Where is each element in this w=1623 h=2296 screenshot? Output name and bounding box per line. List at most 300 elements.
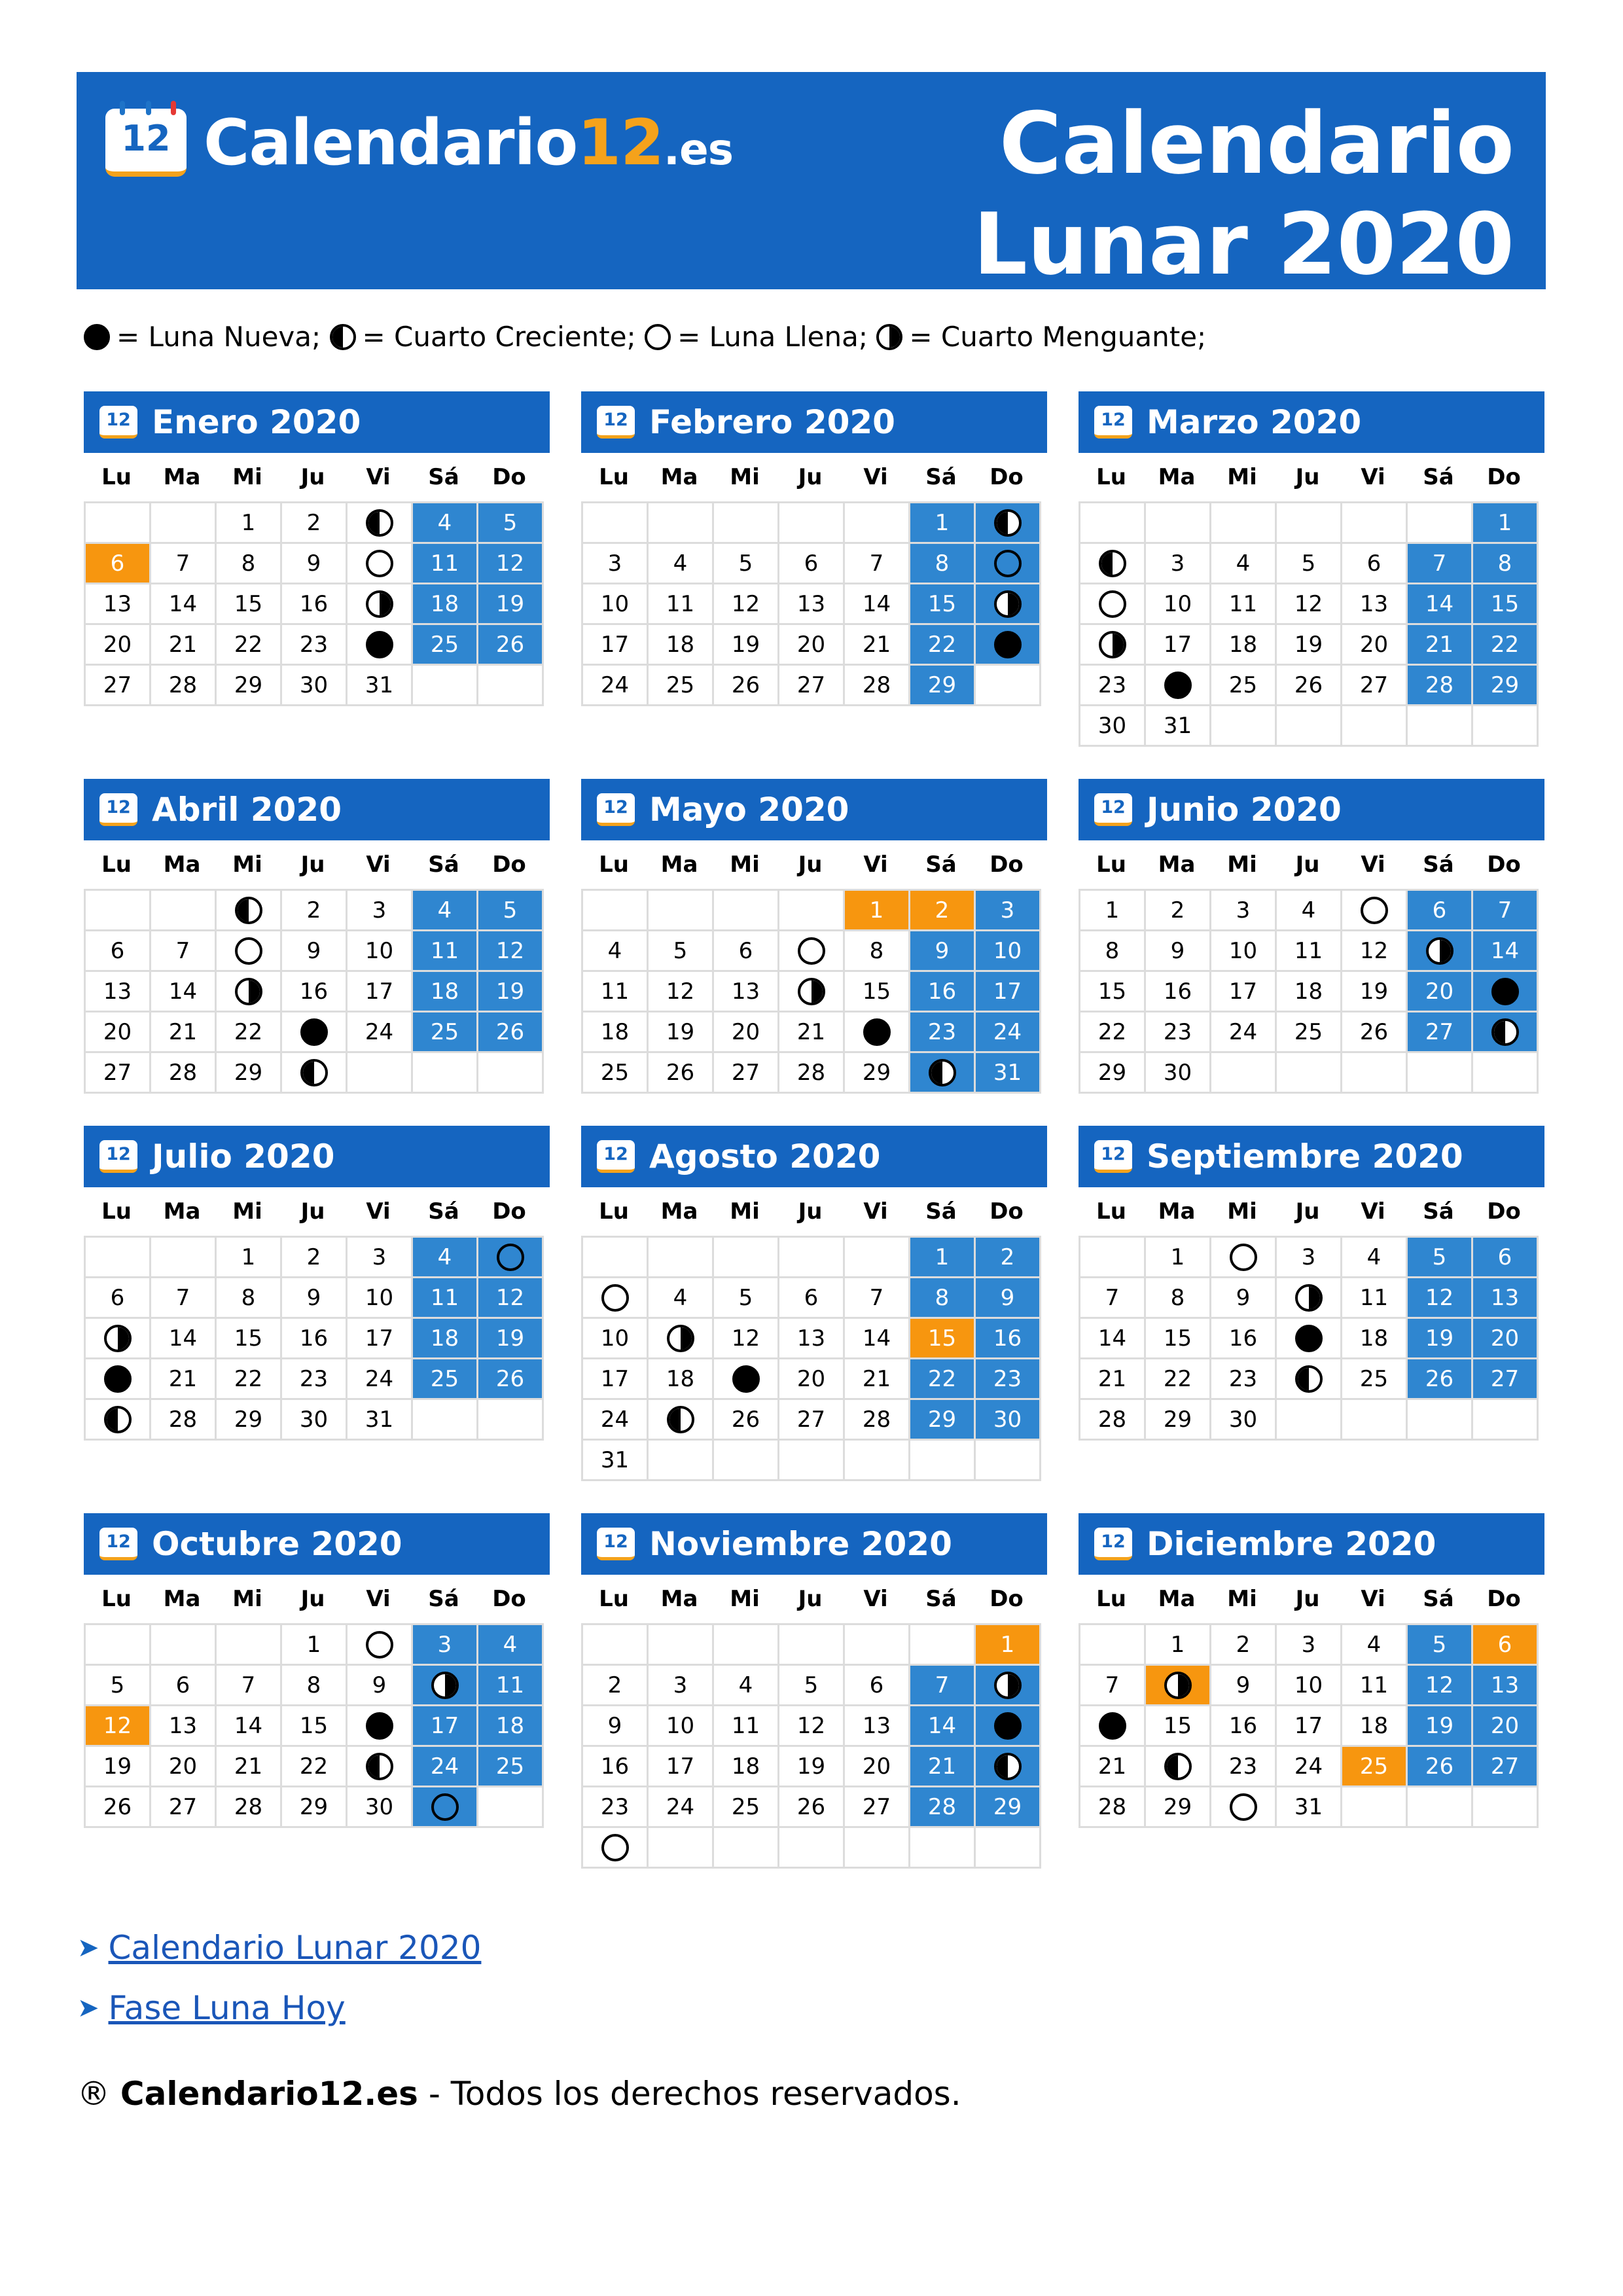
day-cell[interactable] <box>845 931 910 972</box>
day-cell[interactable] <box>86 931 151 972</box>
day-cell[interactable] <box>151 1787 217 1828</box>
day-cell[interactable] <box>1408 1319 1473 1359</box>
day-cell[interactable] <box>845 1278 910 1319</box>
day-cell[interactable] <box>413 544 478 584</box>
day-cell[interactable] <box>151 1706 217 1747</box>
day-cell[interactable] <box>1408 1625 1473 1666</box>
day-cell[interactable] <box>976 1747 1041 1787</box>
day-cell[interactable] <box>217 1400 282 1441</box>
day-cell[interactable] <box>282 1400 348 1441</box>
day-cell[interactable] <box>976 972 1041 1013</box>
day-cell[interactable] <box>1146 1053 1211 1094</box>
day-cell[interactable] <box>151 1013 217 1053</box>
day-cell[interactable] <box>1342 1359 1408 1400</box>
day-cell[interactable] <box>151 666 217 706</box>
day-cell[interactable] <box>976 503 1041 544</box>
day-cell[interactable] <box>845 1359 910 1400</box>
day-cell[interactable] <box>779 1666 845 1706</box>
day-cell[interactable] <box>348 1013 413 1053</box>
day-cell[interactable] <box>1473 625 1539 666</box>
day-cell[interactable] <box>1146 1666 1211 1706</box>
day-cell[interactable] <box>151 1278 217 1319</box>
day-cell[interactable] <box>845 1787 910 1828</box>
day-cell[interactable] <box>282 1747 348 1787</box>
day-cell[interactable] <box>86 1053 151 1094</box>
day-cell[interactable] <box>151 1359 217 1400</box>
day-cell[interactable] <box>1211 625 1277 666</box>
day-cell[interactable] <box>1080 1278 1146 1319</box>
day-cell[interactable] <box>1473 1319 1539 1359</box>
day-cell[interactable] <box>348 584 413 625</box>
day-cell[interactable] <box>910 1706 976 1747</box>
day-cell[interactable] <box>1342 1666 1408 1706</box>
day-cell[interactable] <box>1408 891 1473 931</box>
day-cell[interactable] <box>976 1359 1041 1400</box>
day-cell[interactable] <box>1473 544 1539 584</box>
day-cell[interactable] <box>1473 503 1539 544</box>
day-cell[interactable] <box>1277 1013 1342 1053</box>
day-cell[interactable] <box>779 1278 845 1319</box>
day-cell[interactable] <box>478 1747 544 1787</box>
day-cell[interactable] <box>151 1747 217 1787</box>
day-cell[interactable] <box>910 625 976 666</box>
day-cell[interactable] <box>217 1053 282 1094</box>
day-cell[interactable] <box>348 1238 413 1278</box>
day-cell[interactable] <box>714 1278 779 1319</box>
day-cell[interactable] <box>1080 1400 1146 1441</box>
day-cell[interactable] <box>779 1747 845 1787</box>
day-cell[interactable] <box>478 1013 544 1053</box>
day-cell[interactable] <box>1408 931 1473 972</box>
day-cell[interactable] <box>779 1013 845 1053</box>
day-cell[interactable] <box>649 1666 714 1706</box>
day-cell[interactable] <box>348 931 413 972</box>
day-cell[interactable] <box>1211 972 1277 1013</box>
day-cell[interactable] <box>1211 1278 1277 1319</box>
day-cell[interactable] <box>282 584 348 625</box>
day-cell[interactable] <box>282 666 348 706</box>
day-cell[interactable] <box>583 1278 649 1319</box>
day-cell[interactable] <box>1342 1013 1408 1053</box>
day-cell[interactable] <box>714 1359 779 1400</box>
day-cell[interactable] <box>910 1278 976 1319</box>
day-cell[interactable] <box>583 1706 649 1747</box>
day-cell[interactable] <box>348 1787 413 1828</box>
day-cell[interactable] <box>1408 666 1473 706</box>
day-cell[interactable] <box>1277 544 1342 584</box>
day-cell[interactable] <box>217 1359 282 1400</box>
day-cell[interactable] <box>1146 1238 1211 1278</box>
day-cell[interactable] <box>217 1013 282 1053</box>
day-cell[interactable] <box>1342 584 1408 625</box>
day-cell[interactable] <box>151 1319 217 1359</box>
day-cell[interactable] <box>649 972 714 1013</box>
day-cell[interactable] <box>1146 584 1211 625</box>
day-cell[interactable] <box>151 1666 217 1706</box>
day-cell[interactable] <box>1277 891 1342 931</box>
day-cell[interactable] <box>1408 1359 1473 1400</box>
day-cell[interactable] <box>1277 1666 1342 1706</box>
day-cell[interactable] <box>478 972 544 1013</box>
day-cell[interactable] <box>1342 1747 1408 1787</box>
day-cell[interactable] <box>583 1666 649 1706</box>
day-cell[interactable] <box>976 1706 1041 1747</box>
day-cell[interactable] <box>845 544 910 584</box>
fase-luna-hoy-link[interactable]: Fase Luna Hoy <box>108 1989 346 2027</box>
day-cell[interactable] <box>282 1319 348 1359</box>
day-cell[interactable] <box>413 931 478 972</box>
day-cell[interactable] <box>583 1013 649 1053</box>
day-cell[interactable] <box>1342 1278 1408 1319</box>
day-cell[interactable] <box>910 1053 976 1094</box>
day-cell[interactable] <box>413 1666 478 1706</box>
day-cell[interactable] <box>1408 1013 1473 1053</box>
day-cell[interactable] <box>1080 931 1146 972</box>
day-cell[interactable] <box>1342 891 1408 931</box>
day-cell[interactable] <box>845 1400 910 1441</box>
day-cell[interactable] <box>1146 666 1211 706</box>
day-cell[interactable] <box>1211 1666 1277 1706</box>
day-cell[interactable] <box>583 1828 649 1869</box>
day-cell[interactable] <box>413 1625 478 1666</box>
day-cell[interactable] <box>478 891 544 931</box>
day-cell[interactable] <box>1408 544 1473 584</box>
day-cell[interactable] <box>1342 972 1408 1013</box>
day-cell[interactable] <box>217 1319 282 1359</box>
day-cell[interactable] <box>649 1013 714 1053</box>
day-cell[interactable] <box>348 1400 413 1441</box>
day-cell[interactable] <box>1408 972 1473 1013</box>
day-cell[interactable] <box>413 891 478 931</box>
day-cell[interactable] <box>478 503 544 544</box>
day-cell[interactable] <box>649 1319 714 1359</box>
day-cell[interactable] <box>282 1706 348 1747</box>
day-cell[interactable] <box>217 503 282 544</box>
day-cell[interactable] <box>1080 584 1146 625</box>
day-cell[interactable] <box>413 584 478 625</box>
day-cell[interactable] <box>413 972 478 1013</box>
day-cell[interactable] <box>282 1359 348 1400</box>
day-cell[interactable] <box>217 931 282 972</box>
day-cell[interactable] <box>1277 1319 1342 1359</box>
day-cell[interactable] <box>86 1666 151 1706</box>
day-cell[interactable] <box>478 1359 544 1400</box>
day-cell[interactable] <box>714 625 779 666</box>
day-cell[interactable] <box>649 1747 714 1787</box>
day-cell[interactable] <box>976 1053 1041 1094</box>
day-cell[interactable] <box>478 1278 544 1319</box>
day-cell[interactable] <box>976 931 1041 972</box>
day-cell[interactable] <box>1146 1319 1211 1359</box>
day-cell[interactable] <box>1080 666 1146 706</box>
day-cell[interactable] <box>1146 1747 1211 1787</box>
day-cell[interactable] <box>1277 1706 1342 1747</box>
day-cell[interactable] <box>649 544 714 584</box>
day-cell[interactable] <box>1080 544 1146 584</box>
day-cell[interactable] <box>413 1319 478 1359</box>
day-cell[interactable] <box>779 625 845 666</box>
day-cell[interactable] <box>1146 1400 1211 1441</box>
day-cell[interactable] <box>1473 1706 1539 1747</box>
day-cell[interactable] <box>1342 1319 1408 1359</box>
day-cell[interactable] <box>151 1400 217 1441</box>
day-cell[interactable] <box>845 1053 910 1094</box>
day-cell[interactable] <box>1277 1747 1342 1787</box>
day-cell[interactable] <box>976 1278 1041 1319</box>
day-cell[interactable] <box>86 1013 151 1053</box>
day-cell[interactable] <box>649 666 714 706</box>
day-cell[interactable] <box>282 544 348 584</box>
day-cell[interactable] <box>478 625 544 666</box>
day-cell[interactable] <box>1080 972 1146 1013</box>
day-cell[interactable] <box>1342 1625 1408 1666</box>
day-cell[interactable] <box>151 584 217 625</box>
day-cell[interactable] <box>649 1278 714 1319</box>
day-cell[interactable] <box>583 666 649 706</box>
day-cell[interactable] <box>1408 1666 1473 1706</box>
day-cell[interactable] <box>217 625 282 666</box>
day-cell[interactable] <box>282 625 348 666</box>
day-cell[interactable] <box>714 1013 779 1053</box>
day-cell[interactable] <box>1211 1238 1277 1278</box>
day-cell[interactable] <box>845 1747 910 1787</box>
day-cell[interactable] <box>845 972 910 1013</box>
day-cell[interactable] <box>1277 1238 1342 1278</box>
day-cell[interactable] <box>1080 1747 1146 1787</box>
day-cell[interactable] <box>1277 666 1342 706</box>
day-cell[interactable] <box>1408 1747 1473 1787</box>
day-cell[interactable] <box>714 544 779 584</box>
day-cell[interactable] <box>413 1238 478 1278</box>
day-cell[interactable] <box>649 584 714 625</box>
day-cell[interactable] <box>1146 1787 1211 1828</box>
day-cell[interactable] <box>910 1359 976 1400</box>
day-cell[interactable] <box>1473 1747 1539 1787</box>
day-cell[interactable] <box>714 931 779 972</box>
day-cell[interactable] <box>845 625 910 666</box>
day-cell[interactable] <box>1473 891 1539 931</box>
day-cell[interactable] <box>845 1319 910 1359</box>
day-cell[interactable] <box>217 544 282 584</box>
day-cell[interactable] <box>779 931 845 972</box>
day-cell[interactable] <box>478 1319 544 1359</box>
day-cell[interactable] <box>217 1666 282 1706</box>
day-cell[interactable] <box>86 584 151 625</box>
day-cell[interactable] <box>86 544 151 584</box>
day-cell[interactable] <box>1146 891 1211 931</box>
day-cell[interactable] <box>348 1359 413 1400</box>
day-cell[interactable] <box>348 625 413 666</box>
day-cell[interactable] <box>217 972 282 1013</box>
day-cell[interactable] <box>1342 931 1408 972</box>
day-cell[interactable] <box>151 931 217 972</box>
day-cell[interactable] <box>779 584 845 625</box>
day-cell[interactable] <box>1277 625 1342 666</box>
day-cell[interactable] <box>583 931 649 972</box>
day-cell[interactable] <box>714 584 779 625</box>
day-cell[interactable] <box>217 1706 282 1747</box>
day-cell[interactable] <box>282 1013 348 1053</box>
day-cell[interactable] <box>1277 1787 1342 1828</box>
day-cell[interactable] <box>1342 544 1408 584</box>
day-cell[interactable] <box>649 625 714 666</box>
day-cell[interactable] <box>348 1625 413 1666</box>
day-cell[interactable] <box>583 1400 649 1441</box>
day-cell[interactable] <box>1211 931 1277 972</box>
day-cell[interactable] <box>1211 1787 1277 1828</box>
day-cell[interactable] <box>1473 1278 1539 1319</box>
day-cell[interactable] <box>910 1319 976 1359</box>
day-cell[interactable] <box>910 972 976 1013</box>
day-cell[interactable] <box>217 1747 282 1787</box>
day-cell[interactable] <box>413 503 478 544</box>
day-cell[interactable] <box>1277 931 1342 972</box>
day-cell[interactable] <box>1211 666 1277 706</box>
day-cell[interactable] <box>1211 1319 1277 1359</box>
site-logo[interactable] <box>105 106 733 179</box>
day-cell[interactable] <box>976 544 1041 584</box>
day-cell[interactable] <box>910 891 976 931</box>
day-cell[interactable] <box>86 1278 151 1319</box>
day-cell[interactable] <box>1080 1787 1146 1828</box>
day-cell[interactable] <box>583 584 649 625</box>
day-cell[interactable] <box>1146 1706 1211 1747</box>
day-cell[interactable] <box>976 1319 1041 1359</box>
day-cell[interactable] <box>910 1013 976 1053</box>
day-cell[interactable] <box>282 503 348 544</box>
day-cell[interactable] <box>217 1238 282 1278</box>
day-cell[interactable] <box>1211 544 1277 584</box>
day-cell[interactable] <box>1146 931 1211 972</box>
day-cell[interactable] <box>348 1747 413 1787</box>
day-cell[interactable] <box>1473 972 1539 1013</box>
day-cell[interactable] <box>649 1400 714 1441</box>
day-cell[interactable] <box>1473 1666 1539 1706</box>
day-cell[interactable] <box>1146 544 1211 584</box>
day-cell[interactable] <box>583 1787 649 1828</box>
day-cell[interactable] <box>714 972 779 1013</box>
day-cell[interactable] <box>1080 1706 1146 1747</box>
day-cell[interactable] <box>976 1400 1041 1441</box>
day-cell[interactable] <box>1080 891 1146 931</box>
day-cell[interactable] <box>478 1706 544 1747</box>
day-cell[interactable] <box>779 1787 845 1828</box>
day-cell[interactable] <box>282 972 348 1013</box>
day-cell[interactable] <box>779 1359 845 1400</box>
day-cell[interactable] <box>976 1625 1041 1666</box>
day-cell[interactable] <box>976 584 1041 625</box>
day-cell[interactable] <box>714 1666 779 1706</box>
day-cell[interactable] <box>217 1787 282 1828</box>
day-cell[interactable] <box>86 1400 151 1441</box>
day-cell[interactable] <box>1342 625 1408 666</box>
day-cell[interactable] <box>478 931 544 972</box>
day-cell[interactable] <box>583 1359 649 1400</box>
day-cell[interactable] <box>910 503 976 544</box>
day-cell[interactable] <box>348 891 413 931</box>
day-cell[interactable] <box>976 625 1041 666</box>
day-cell[interactable] <box>478 544 544 584</box>
day-cell[interactable] <box>1473 1238 1539 1278</box>
day-cell[interactable] <box>1473 931 1539 972</box>
day-cell[interactable] <box>1277 1278 1342 1319</box>
day-cell[interactable] <box>1277 584 1342 625</box>
day-cell[interactable] <box>86 625 151 666</box>
day-cell[interactable] <box>1408 625 1473 666</box>
day-cell[interactable] <box>1277 1359 1342 1400</box>
day-cell[interactable] <box>151 544 217 584</box>
day-cell[interactable] <box>86 972 151 1013</box>
day-cell[interactable] <box>583 544 649 584</box>
day-cell[interactable] <box>845 1706 910 1747</box>
day-cell[interactable] <box>478 1625 544 1666</box>
day-cell[interactable] <box>583 972 649 1013</box>
day-cell[interactable] <box>649 1053 714 1094</box>
day-cell[interactable] <box>845 1666 910 1706</box>
day-cell[interactable] <box>779 1053 845 1094</box>
day-cell[interactable] <box>1146 1625 1211 1666</box>
day-cell[interactable] <box>282 1666 348 1706</box>
day-cell[interactable] <box>86 1747 151 1787</box>
day-cell[interactable] <box>413 1787 478 1828</box>
day-cell[interactable] <box>282 1238 348 1278</box>
day-cell[interactable] <box>845 1013 910 1053</box>
day-cell[interactable] <box>282 931 348 972</box>
day-cell[interactable] <box>1080 1319 1146 1359</box>
day-cell[interactable] <box>714 1400 779 1441</box>
day-cell[interactable] <box>478 1666 544 1706</box>
day-cell[interactable] <box>779 666 845 706</box>
day-cell[interactable] <box>1146 1278 1211 1319</box>
day-cell[interactable] <box>1277 972 1342 1013</box>
day-cell[interactable] <box>1473 1625 1539 1666</box>
day-cell[interactable] <box>1211 1625 1277 1666</box>
day-cell[interactable] <box>976 891 1041 931</box>
day-cell[interactable] <box>779 1706 845 1747</box>
day-cell[interactable] <box>910 1400 976 1441</box>
day-cell[interactable] <box>910 584 976 625</box>
day-cell[interactable] <box>910 931 976 972</box>
day-cell[interactable] <box>478 1238 544 1278</box>
day-cell[interactable] <box>1211 891 1277 931</box>
day-cell[interactable] <box>714 1053 779 1094</box>
day-cell[interactable] <box>649 931 714 972</box>
day-cell[interactable] <box>1342 1706 1408 1747</box>
day-cell[interactable] <box>1211 1013 1277 1053</box>
day-cell[interactable] <box>976 1238 1041 1278</box>
day-cell[interactable] <box>845 666 910 706</box>
day-cell[interactable] <box>1080 625 1146 666</box>
day-cell[interactable] <box>1342 1238 1408 1278</box>
day-cell[interactable] <box>583 1441 649 1481</box>
day-cell[interactable] <box>282 1787 348 1828</box>
day-cell[interactable] <box>583 625 649 666</box>
day-cell[interactable] <box>1408 1706 1473 1747</box>
day-cell[interactable] <box>282 1278 348 1319</box>
day-cell[interactable] <box>1408 584 1473 625</box>
day-cell[interactable] <box>1146 1013 1211 1053</box>
day-cell[interactable] <box>779 1400 845 1441</box>
day-cell[interactable] <box>86 1319 151 1359</box>
day-cell[interactable] <box>910 1787 976 1828</box>
day-cell[interactable] <box>1146 625 1211 666</box>
day-cell[interactable] <box>714 1747 779 1787</box>
day-cell[interactable] <box>910 1238 976 1278</box>
day-cell[interactable] <box>1277 1625 1342 1666</box>
day-cell[interactable] <box>348 972 413 1013</box>
day-cell[interactable] <box>910 544 976 584</box>
day-cell[interactable] <box>348 1666 413 1706</box>
